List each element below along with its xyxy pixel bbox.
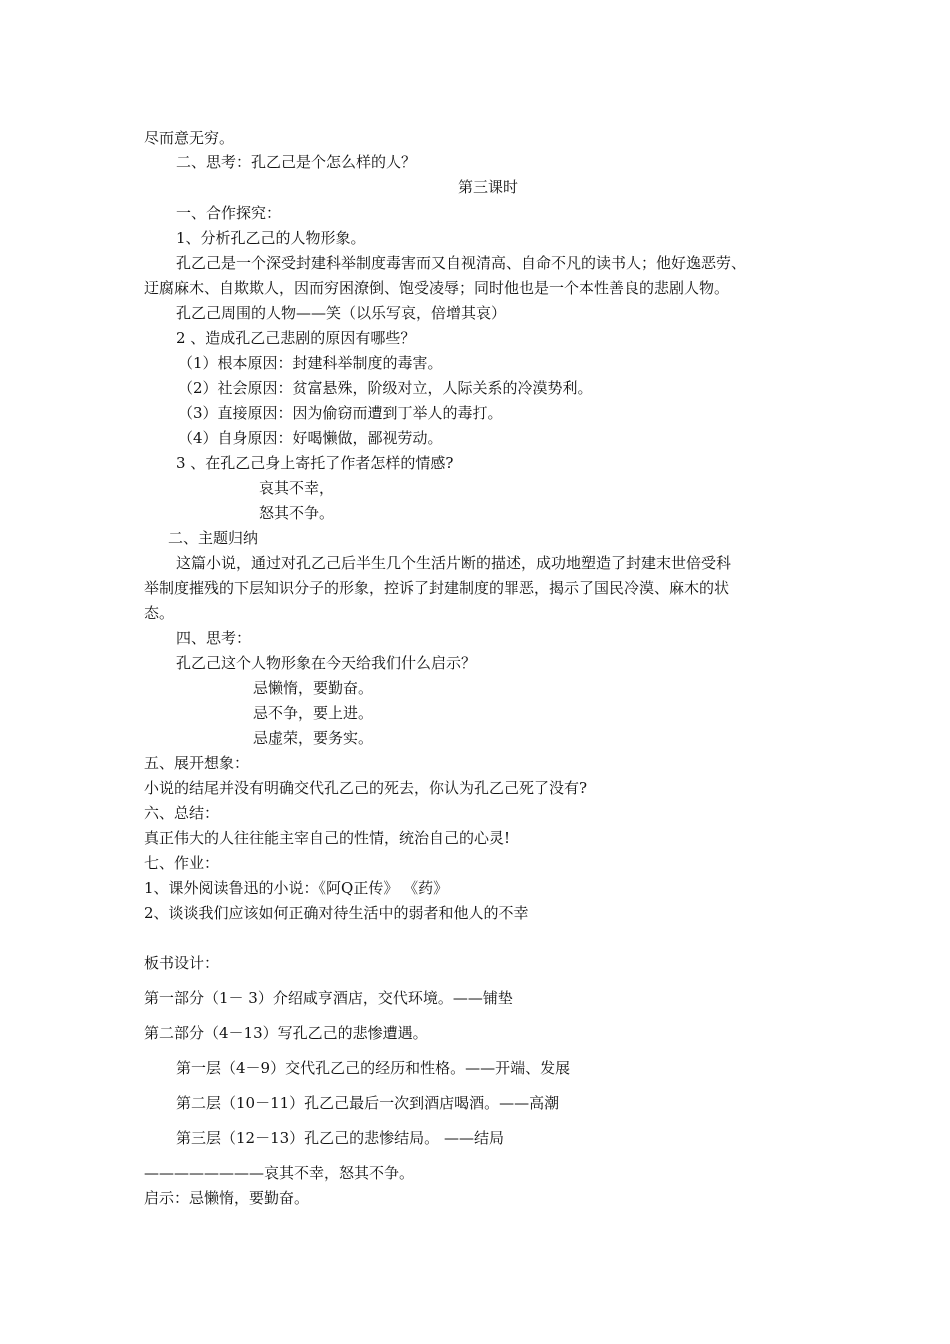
text-line: 忌不争，要上进。 bbox=[253, 704, 374, 722]
list-item: （4）自身原因：好喝懒做，鄙视劳动。 bbox=[178, 429, 443, 447]
section-heading: 二、思考：孔乙己是个怎么样的人？ bbox=[176, 153, 417, 171]
text-line: 孔乙己是一个深受封建科举制度毒害而又自视清高、自命不凡的读书人；他好逸恶劳、 bbox=[176, 254, 747, 272]
text-line: 2 、造成孔乙己悲剧的原因有哪些？ bbox=[176, 329, 416, 347]
text-line: 这篇小说，通过对孔乙己后半生几个生活片断的描述，成功地塑造了封建末世倍受科 bbox=[176, 554, 732, 572]
text-line: 第一层（4－9）交代孔乙己的经历和性格。——开端、发展 bbox=[176, 1059, 571, 1077]
text-line: 3 、在孔乙己身上寄托了作者怎样的情感? bbox=[176, 454, 454, 472]
text-line: 第三层（12－13）孔乙己的悲惨结局。 ——结局 bbox=[176, 1129, 504, 1147]
text-line: 孔乙己周围的人物——笑（以乐写哀，倍增其哀） bbox=[176, 304, 507, 322]
lesson-title: 第三课时 bbox=[458, 178, 519, 196]
text-line: 小说的结尾并没有明确交代孔乙己的死去，你认为孔乙己死了没有? bbox=[144, 779, 588, 797]
list-item: （1）根本原因：封建科举制度的毒害。 bbox=[178, 354, 443, 372]
list-item: 2、谈谈我们应该如何正确对待生活中的弱者和他人的不幸 bbox=[144, 904, 529, 922]
section-heading: 四、思考： bbox=[176, 629, 252, 647]
section-heading: 六、总结： bbox=[144, 804, 220, 822]
text-line: 迂腐麻木、自欺欺人，因而穷困潦倒、饱受凌辱；同时他也是一个本性善良的悲剧人物。 bbox=[144, 279, 730, 297]
text-line: 举制度摧残的下层知识分子的形象，控诉了封建制度的罪恶，揭示了国民冷漠、麻木的状 bbox=[144, 579, 730, 597]
text-line: 态。 bbox=[144, 604, 175, 622]
text-line: 忌懒惰，要勤奋。 bbox=[253, 679, 374, 697]
text-line: 尽而意无穷。 bbox=[144, 129, 235, 147]
text-line: 1、分析孔乙己的人物形象。 bbox=[176, 229, 366, 247]
section-heading: 二、主题归纳 bbox=[168, 529, 259, 547]
text-line: 启示：忌懒惰，要勤奋。 bbox=[144, 1189, 310, 1207]
section-heading: 一、合作探究： bbox=[176, 204, 282, 222]
text-line: 第二层（10－11）孔乙己最后一次到酒店喝酒。——高潮 bbox=[176, 1094, 560, 1112]
text-line: 真正伟大的人往往能主宰自己的性情，统治自己的心灵! bbox=[144, 829, 511, 847]
text-line: 孔乙己这个人物形象在今天给我们什么启示？ bbox=[176, 654, 477, 672]
text-line: 第一部分（1－ 3）介绍咸亨酒店，交代环境。——铺垫 bbox=[144, 989, 513, 1007]
text-line: 怒其不争。 bbox=[259, 504, 335, 522]
list-item: （3）直接原因：因为偷窃而遭到丁举人的毒打。 bbox=[178, 404, 503, 422]
list-item: （2）社会原因：贫富悬殊，阶级对立，人际关系的冷漠势利。 bbox=[178, 379, 593, 397]
section-heading: 七、作业： bbox=[144, 854, 220, 872]
section-heading: 五、展开想象： bbox=[144, 754, 250, 772]
text-line: 哀其不幸， bbox=[259, 479, 335, 497]
list-item: 1、课外阅读鲁迅的小说：《阿Q正传》 《药》 bbox=[144, 879, 449, 897]
text-line: 忌虚荣，要务实。 bbox=[253, 729, 374, 747]
section-heading: 板书设计： bbox=[144, 954, 220, 972]
text-line: ————————哀其不幸，怒其不争。 bbox=[144, 1164, 415, 1182]
text-line: 第二部分（4－13）写孔乙己的悲惨遭遇。 bbox=[144, 1024, 428, 1042]
